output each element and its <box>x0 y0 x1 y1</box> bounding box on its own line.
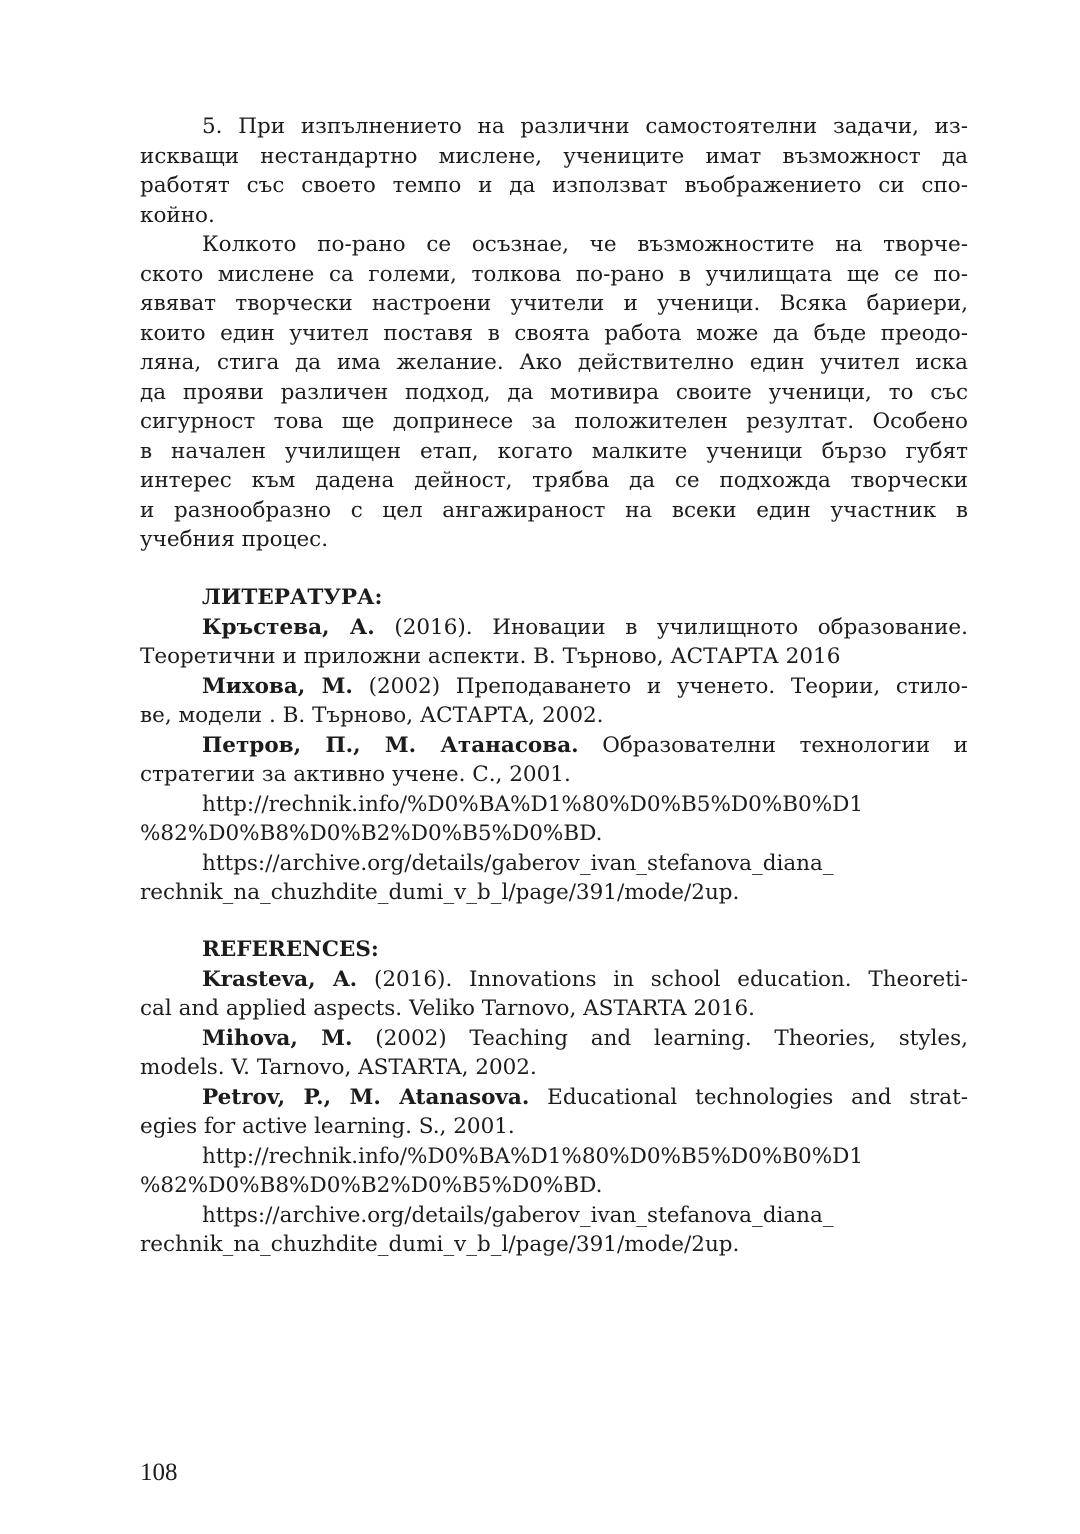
link-line: https://archive.org/details/gaberov_ivan_stefanova_diana_ <box>202 850 834 876</box>
entry-line <box>140 613 968 643</box>
entry-line: Теоретични и приложни аспекти. В. Търново, АСТАРТА 2016 <box>140 644 841 669</box>
link-line: %82%D0%B8%D0%B2%D0%B5%D0%BD. <box>140 821 603 846</box>
body-text <box>140 112 968 555</box>
reference-entry <box>140 1024 968 1083</box>
link-line: http://rechnik.info/%D0%BA%D1%80%D0%B5%D0%B0%D1 <box>202 1143 864 1169</box>
body-line: да прояви различен подход, да мотивира своите ученици, то със <box>140 379 968 405</box>
link-line: rechnik_na_chuzhdite_dumi_v_b_l/page/391/mode/2up. <box>140 880 740 905</box>
entry-text: (2016). Innovations in school education. Theoreti- <box>357 966 968 992</box>
body-line: искващи нестандартно мислене, учениците имат възможност да <box>140 143 968 169</box>
body-line: ляна, стига да има желание. Ако действително един учител иска <box>140 350 968 375</box>
body-line: учебния процес. <box>140 527 329 552</box>
entry-text: Educational technologies and strat- <box>529 1084 968 1110</box>
entry-text: (2016). Иновации в училищното образование. <box>374 614 968 640</box>
entry-line <box>140 1083 968 1113</box>
entry-line <box>140 965 968 995</box>
entry-author: Krasteva, A. <box>202 966 358 992</box>
link-line: http://rechnik.info/%D0%BA%D1%80%D0%B5%D0%B0%D1 <box>202 791 864 817</box>
entry-line: egies for active learning. S., 2001. <box>140 1114 515 1139</box>
entry-text: (2002) Преподаването и ученето. Теории, стило- <box>352 673 968 699</box>
entry-line <box>140 1024 968 1054</box>
body-line: явяват творчески настроени учители и ученици. Всяка бариери, <box>140 291 968 316</box>
references-section <box>140 935 968 1260</box>
reference-link <box>140 1142 968 1201</box>
link-line: https://archive.org/details/gaberov_ivan_stefanova_diana_ <box>202 1202 834 1228</box>
body-line: в начален училищен етап, когато малките ученици бързо губят <box>140 438 968 464</box>
link-line: %82%D0%B8%D0%B2%D0%B5%D0%BD. <box>140 1173 603 1198</box>
literature-link <box>140 849 968 908</box>
entry-line: ве, модели . В. Търново, АСТАРТА, 2002. <box>140 703 604 728</box>
references-heading: REFERENCES: <box>202 937 379 962</box>
body-line: ското мислене са големи, толкова по-рано в училищата ще се по- <box>140 261 968 287</box>
body-line: работят със своето темпо и да използват въображението си спо- <box>140 173 968 198</box>
entry-text: (2002) Teaching and learning. Theories, styles, <box>352 1025 968 1051</box>
entry-line: стратегии за активно учене. С., 2001. <box>140 762 571 787</box>
literature-link <box>140 790 968 849</box>
body-line: които един учител поставя в своята работа може да бъде преодо- <box>140 320 968 346</box>
link-line: rechnik_na_chuzhdite_dumi_v_b_l/page/391/mode/2up. <box>140 1232 740 1257</box>
literature-section <box>140 583 968 908</box>
reference-entry <box>140 965 968 1024</box>
entry-line <box>140 731 968 761</box>
entry-author: Mihova, M. <box>202 1025 353 1051</box>
body-line: 5. При изпълнението на различни самостоятелни задачи, из- <box>202 114 968 139</box>
entry-line: cal and applied aspects. Veliko Tarnovo, ASTARTA 2016. <box>140 996 755 1021</box>
literature-heading: ЛИТЕРАТУРА: <box>202 585 383 610</box>
literature-entry <box>140 613 968 672</box>
page-number: 108 <box>140 1459 178 1486</box>
literature-entry <box>140 731 968 790</box>
entry-text: Образователни технологии и <box>578 732 968 758</box>
entry-author: Petrov, P., M. Atanasova. <box>202 1084 530 1110</box>
entry-line: models. V. Tarnovo, ASTARTA, 2002. <box>140 1055 537 1080</box>
body-paragraph-2 <box>140 230 968 555</box>
body-line: и разнообразно с цел ангажираност на всеки един участник в <box>140 497 968 523</box>
reference-link <box>140 1201 968 1260</box>
body-line: сигурност това ще допринесе за положителен резултат. Особено <box>140 409 968 434</box>
entry-author: Кръстева, А. <box>202 614 375 640</box>
body-paragraph-1 <box>140 112 968 230</box>
body-line: койно. <box>140 202 215 228</box>
body-line: интерес към дадена дейност, трябва да се подхожда творчески <box>140 468 968 493</box>
reference-entry <box>140 1083 968 1142</box>
entry-line <box>140 672 968 702</box>
entry-author: Михова, М. <box>202 673 353 699</box>
literature-entry <box>140 672 968 731</box>
body-line: Колкото по-рано се осъзнае, че възможностите на творче- <box>202 232 968 257</box>
entry-author: Петров, П., М. Атанасова. <box>202 732 579 758</box>
